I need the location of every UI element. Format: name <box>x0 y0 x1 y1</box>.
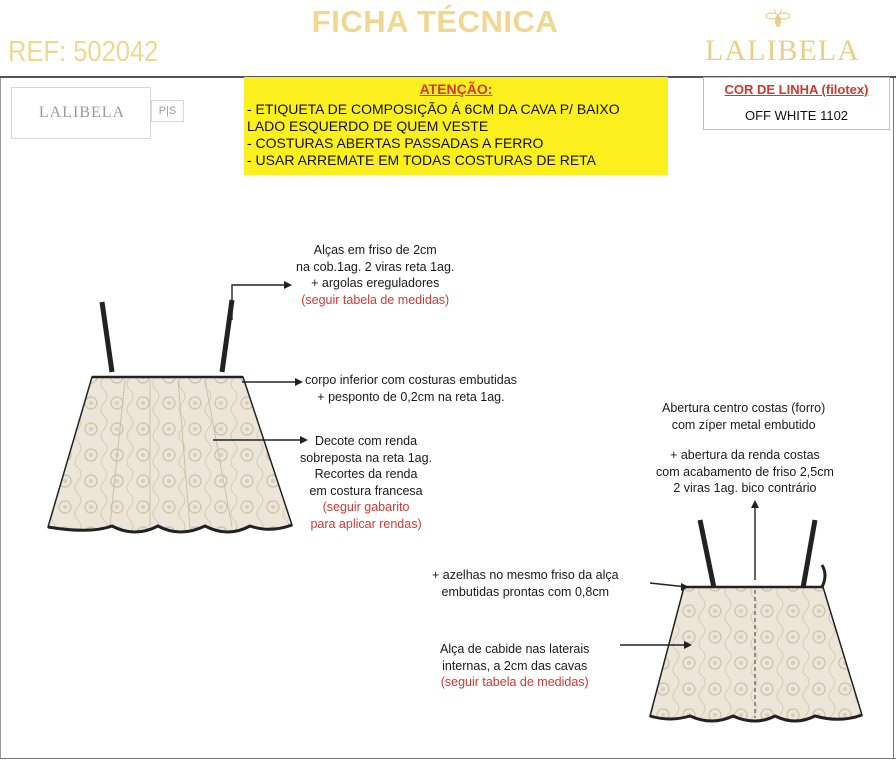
thread-color-value: OFF WHITE 1102 <box>744 108 849 123</box>
note-line: em costura francesa <box>309 483 423 498</box>
attention-line: - ETIQUETA DE COMPOSIÇÃO Á 6CM DA CAVA P/ BAIXO <box>247 101 620 117</box>
note-red-line: para aplicar rendas) <box>310 516 422 531</box>
note-line: Alças em friso de 2cm <box>313 243 437 257</box>
note-body <box>305 372 517 405</box>
note-line: na cob.1ag. 2 viras reta 1ag. <box>296 259 455 274</box>
note-back-opening <box>662 400 825 433</box>
note-line: + abertura da renda costas <box>670 448 820 462</box>
note-hanger <box>440 641 589 691</box>
attention-line: - COSTURAS ABERTAS PASSADAS A FERRO <box>247 135 544 151</box>
note-line: com zíper metal embutido <box>671 417 816 432</box>
reference-code: REF: 502042 <box>8 36 159 68</box>
note-line: Abertura centro costas (forro) <box>662 401 826 415</box>
note-line: + argolas ereguladores <box>311 276 440 290</box>
note-line: com acabamento de friso 2,5cm <box>656 464 834 479</box>
attention-line: - USAR ARREMATE EM TODAS COSTURAS DE RETA <box>247 152 597 168</box>
thread-color-title: COR DE LINHA (filotex) <box>724 82 869 97</box>
attention-title: ATENÇÃO: <box>419 81 493 97</box>
note-red-line: (seguir tabela de medidas) <box>440 675 589 689</box>
label-brand: LALIBELA <box>38 104 126 121</box>
brand-logo: LALIBELA <box>705 34 860 67</box>
note-line: + azelhas no mesmo friso da alça <box>432 568 619 582</box>
note-lace-opening <box>656 447 834 497</box>
note-line: 2 viras 1ag. bico contrário <box>673 481 817 495</box>
note-line: internas, a 2cm das cavas <box>442 658 588 673</box>
back-view-garment <box>650 520 862 721</box>
note-line: + pesponto de 0,2cm na reta 1ag. <box>317 389 505 404</box>
note-line: sobreposta na reta 1ag. <box>300 450 433 465</box>
note-line: Recortes da renda <box>314 467 418 481</box>
size-tag: P|S <box>151 100 184 122</box>
note-loops <box>432 567 619 600</box>
note-red-line: (seguir tabela de medidas) <box>301 292 450 307</box>
note-line: Decote com renda <box>314 434 418 448</box>
note-line: corpo inferior com costuras embutidas <box>305 373 517 387</box>
note-line: embutidas prontas com 0,8cm <box>441 584 609 599</box>
note-line: Alça de cabide nas laterais <box>440 642 590 656</box>
note-straps <box>296 242 454 308</box>
note-red-line: (seguir gabarito <box>322 500 410 514</box>
note-neckline <box>300 433 432 532</box>
attention-line: LADO ESQUERDO DE QUEM VESTE <box>247 118 489 134</box>
page-title: FICHA TÉCNICA <box>311 4 559 39</box>
front-view-garment <box>48 300 292 532</box>
